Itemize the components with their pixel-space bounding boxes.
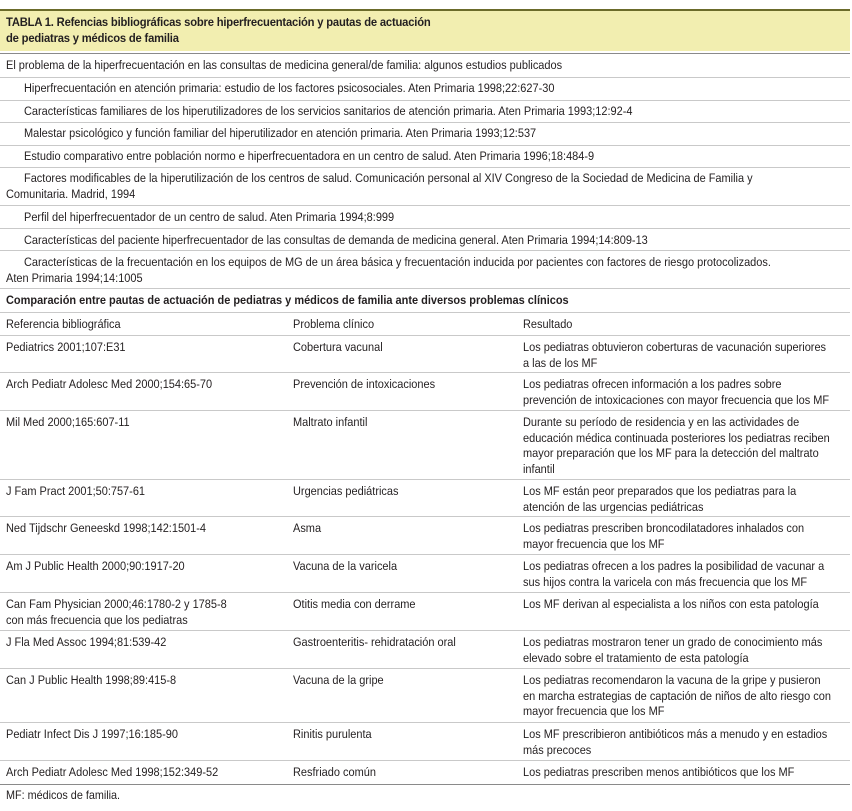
reference-cell: Am J Public Health 2000;90:1917-20 [6, 559, 185, 573]
row-divider [0, 516, 850, 517]
reference-cell: con más frecuencia que los pediatras [6, 612, 188, 627]
row-divider [0, 228, 850, 229]
result-cell: Los MF derivan al especialista a los niños con esta patología [523, 597, 819, 611]
column-header: Resultado [523, 317, 573, 331]
reference-cell: J Fam Pract 2001;50:757-61 [6, 484, 146, 498]
problem-cell: Otitis media con derrame [293, 597, 416, 611]
reference-item: Características familiares de los hiperutilizadores de los servicios sanitarios de atención primaria. Aten Primaria 1993;12:92-4 [24, 104, 633, 118]
row-divider [0, 479, 850, 480]
problem-cell: Maltrato infantil [293, 415, 368, 429]
result-cell: Los pediatras ofrecen a los padres la posibilidad de vacunar a [523, 559, 825, 573]
section-heading: El problema de la hiperfrecuentación en las consultas de medicina general/de familia: algunos estudios publicados [6, 58, 563, 72]
row-divider [0, 630, 850, 631]
section-heading: Comparación entre pautas de actuación de pediatras y médicos de familia ante diversos problemas clínicos [6, 293, 569, 307]
reference-cell: Ned Tijdschr Geneeskd 1998;142:1501-4 [6, 521, 207, 535]
reference-cell: Arch Pediatr Adolesc Med 2000;154:65-70 [6, 377, 213, 391]
table-title-box [0, 9, 850, 51]
result-cell: Los pediatras prescriben broncodilatadores inhalados con [523, 521, 805, 535]
row-divider [0, 668, 850, 669]
result-cell: más precoces [523, 742, 592, 757]
reference-item: Características de la frecuentación en los equipos de MG de un área básica y frecuentación inducida por pacientes con factores de riesgo protocolizados. [24, 255, 771, 269]
result-cell: atención de las urgencias pediátricas [523, 499, 704, 514]
reference-cell: J Fla Med Assoc 1994;81:539-42 [6, 635, 167, 649]
result-cell: mayor preparación que los MF para la detección del maltrato [523, 446, 819, 460]
reference-item: Hiperfrecuentación en atención primaria: estudio de los factores psicosociales. Aten Primaria 1998;22:627-30 [24, 81, 555, 95]
row-divider [0, 167, 850, 168]
problem-cell: Resfriado común [293, 765, 376, 779]
result-cell: infantil [523, 461, 555, 476]
result-cell: Los MF están peor preparados que los pediatras para la [523, 484, 797, 498]
table-title-continued: de pediatras y médicos de familia [6, 31, 179, 45]
problem-cell: Cobertura vacunal [293, 340, 383, 354]
result-cell: mayor frecuencia que los MF [523, 536, 665, 551]
column-header: Referencia bibliográfica [6, 317, 121, 331]
row-divider [0, 288, 850, 289]
row-divider [0, 592, 850, 593]
row-divider [0, 53, 850, 54]
result-cell: en marcha estrategias de captación de niños de alto riesgo con [523, 688, 831, 703]
result-cell: educación médica continuada posteriores los pediatras reciben [523, 430, 830, 445]
row-divider [0, 205, 850, 206]
reference-cell: Pediatr Infect Dis J 1997;16:185-90 [6, 727, 178, 741]
result-cell: sus hijos contra la varicela con más frecuencia que los MF [523, 574, 808, 589]
row-divider [0, 760, 850, 761]
reference-item: Estudio comparativo entre población normo e hiperfrecuentadora en un centro de salud. Aten Primaria 1996;18:484-9 [24, 149, 595, 163]
row-divider [0, 372, 850, 373]
reference-item: Factores modificables de la hiperutilización de los centros de salud. Comunicación personal al XIV Congreso de la Sociedad de Medicina de Familia y [24, 171, 753, 185]
reference-item: Perfil del hiperfrecuentador de un centro de salud. Aten Primaria 1994;8:999 [24, 210, 395, 224]
problem-cell: Vacuna de la gripe [293, 673, 384, 687]
result-cell: elevado sobre el tratamiento de esta patología [523, 650, 749, 665]
result-cell: a las de los MF [523, 355, 598, 370]
reference-cell: Arch Pediatr Adolesc Med 1998;152:349-52 [6, 765, 219, 779]
result-cell: Los pediatras recomendaron la vacuna de la gripe y pusieron [523, 673, 821, 687]
result-cell: Los pediatras prescriben menos antibióticos que los MF [523, 765, 795, 779]
result-cell: prevención de intoxicaciones con mayor frecuencia que los MF [523, 392, 830, 407]
problem-cell: Vacuna de la varicela [293, 559, 398, 573]
result-cell: Los pediatras ofrecen información a los padres sobre [523, 377, 782, 391]
row-divider [0, 250, 850, 251]
problem-cell: Gastroenteritis- rehidratación oral [293, 635, 456, 649]
row-divider [0, 410, 850, 411]
problem-cell: Rinitis purulenta [293, 727, 372, 741]
problem-cell: Asma [293, 521, 322, 535]
result-cell: mayor frecuencia que los MF [523, 704, 665, 718]
reference-item: Aten Primaria 1994;14:1005 [6, 270, 143, 285]
row-divider [0, 335, 850, 336]
problem-cell: Prevención de intoxicaciones [293, 377, 436, 391]
table-title: TABLA 1. Refencias bibliográficas sobre hiperfrecuentación y pautas de actuación [6, 15, 431, 29]
reference-item: Comunitaria. Madrid, 1994 [6, 186, 136, 201]
row-divider [0, 122, 850, 123]
problem-cell: Urgencias pediátricas [293, 484, 399, 498]
reference-item: Características del paciente hiperfrecuentador de las consultas de demanda de medicina general. Aten Primaria 1994;14:809-13 [24, 233, 648, 247]
reference-item: Malestar psicológico y función familiar del hiperutilizador en atención primaria. Aten Primaria 1993;12:537 [24, 126, 537, 140]
reference-cell: Pediatrics 2001;107:E31 [6, 340, 126, 354]
reference-cell: Can J Public Health 1998;89:415-8 [6, 673, 177, 687]
result-cell: Los pediatras mostraron tener un grado de conocimiento más [523, 635, 823, 649]
row-divider [0, 100, 850, 101]
reference-cell: Can Fam Physician 2000;46:1780-2 y 1785-8 [6, 597, 227, 611]
row-divider [0, 784, 850, 785]
row-divider [0, 312, 850, 313]
row-divider [0, 722, 850, 723]
result-cell: Los MF prescribieron antibióticos más a menudo y en estadios [523, 727, 828, 741]
result-cell: Los pediatras obtuvieron coberturas de vacunación superiores [523, 340, 827, 354]
footnote: MF: médicos de familia. [6, 788, 121, 802]
reference-cell: Mil Med 2000;165:607-11 [6, 415, 130, 429]
row-divider [0, 77, 850, 78]
row-divider [0, 554, 850, 555]
result-cell: Durante su período de residencia y en las actividades de [523, 415, 800, 429]
row-divider [0, 145, 850, 146]
column-header: Problema clínico [293, 317, 375, 331]
